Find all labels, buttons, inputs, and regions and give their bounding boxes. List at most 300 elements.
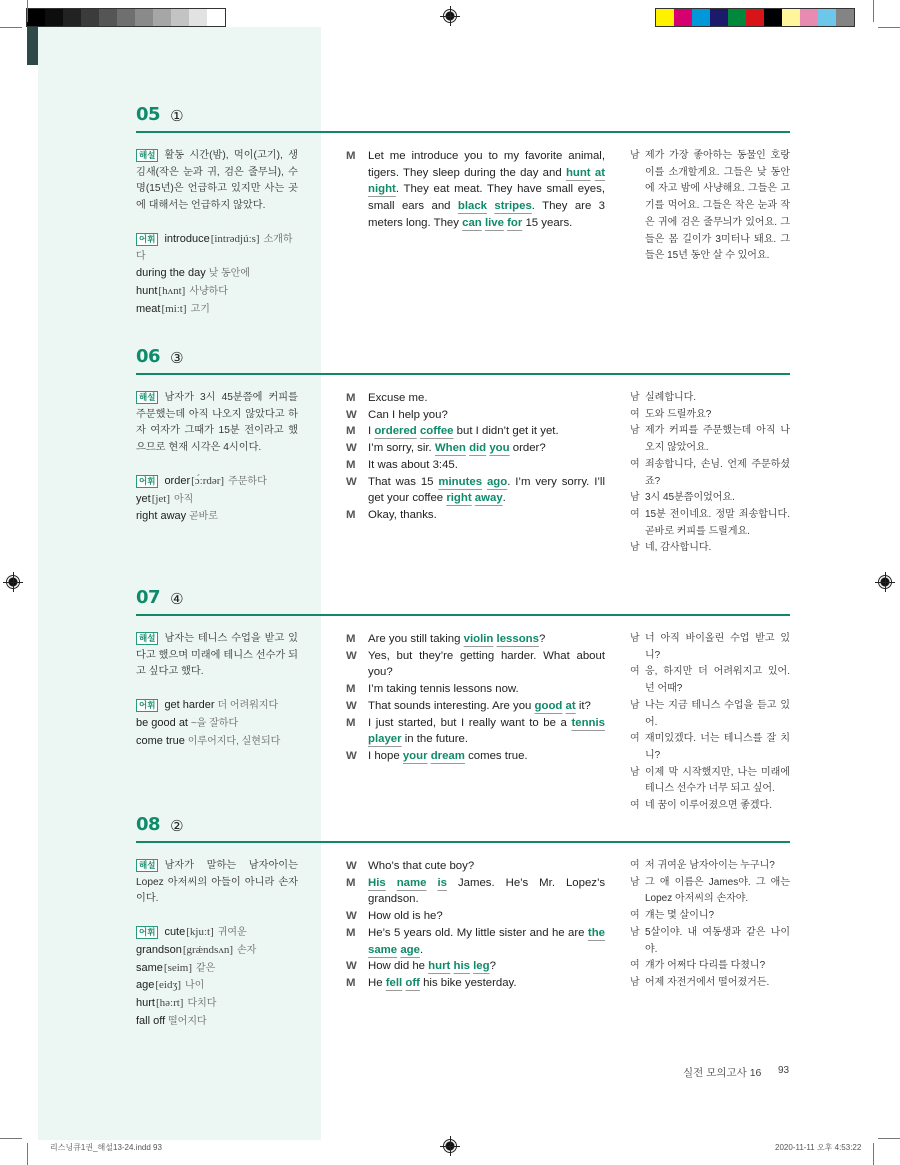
- color-swatch: [674, 9, 692, 26]
- vocab-meaning: 다치다: [187, 997, 217, 1009]
- dialogue-segment: ?: [538, 633, 546, 645]
- speaker-label: M: [346, 683, 356, 696]
- dialogue-text: [368, 908, 605, 925]
- blank-answer-word: coffee: [419, 425, 454, 438]
- speaker-label: M: [346, 508, 356, 521]
- vocab-meaning: 곧바로: [188, 511, 218, 523]
- translation-line: [630, 765, 790, 798]
- vocab-meaning: 소개하다: [136, 233, 293, 262]
- translation-text: 응, 하지만 더 어려워지고 있어. 넌 어때?: [645, 666, 790, 695]
- vocab-item: [136, 942, 298, 960]
- translation-line: [630, 407, 790, 424]
- blank-answer-word: away: [474, 492, 503, 505]
- speaker-label: M: [346, 716, 356, 729]
- dialogue-line: [346, 908, 605, 925]
- speaker-label-korean: 남: [630, 926, 640, 938]
- vocab-item: [136, 733, 298, 751]
- vocab-word: get harder: [164, 699, 215, 712]
- speaker-label-korean: 남: [630, 492, 640, 504]
- speaker-label-korean: 남: [630, 876, 640, 888]
- speaker-label: M: [346, 876, 356, 889]
- explanation-label: 해설: [136, 632, 158, 645]
- question-number: 07: [136, 587, 161, 608]
- dialogue-segment: Okay, thanks.: [368, 508, 437, 521]
- blank-answer-word: stripes: [494, 200, 532, 213]
- dialogue-segment: How did he: [368, 960, 429, 973]
- vocab-pronunciation: [ɔ́ːrdər]: [191, 474, 225, 487]
- speaker-label-korean: 남: [630, 699, 640, 711]
- dialogue-text: [368, 858, 605, 875]
- vocab-item: [136, 231, 298, 265]
- translation-line: [630, 423, 790, 456]
- speaker-label-korean: 남: [630, 633, 640, 644]
- dialogue-line: [346, 631, 605, 648]
- vocab-item: [136, 960, 298, 978]
- vocab-item: [136, 924, 298, 942]
- speaker-label-korean: 남: [630, 542, 640, 554]
- crop-mark: [0, 1138, 22, 1139]
- dialogue-line: [346, 407, 605, 424]
- crop-mark: [0, 27, 22, 28]
- blank-answer-word: right: [446, 492, 472, 505]
- dialogue-text: [368, 407, 605, 424]
- crop-mark: [873, 0, 874, 22]
- crop-mark: [873, 1143, 874, 1165]
- blank-answer-word: name: [396, 876, 427, 889]
- vocab-word: cute: [164, 926, 186, 939]
- question-number: 08: [136, 814, 161, 835]
- vocab-item: [136, 283, 298, 301]
- explanation-text: 남자가 말하는 남자아이는 Lopez 아저씨의 아들이 아니라 손자이다.: [136, 860, 298, 905]
- color-swatch: [117, 9, 135, 26]
- speaker-label-korean: 남: [630, 976, 640, 988]
- dialogue-text: [368, 698, 605, 715]
- speaker-label: W: [346, 475, 357, 488]
- translation-text: 15분 전이네요. 정말 죄송합니다. 곧바로 커피를 드릴게요.: [645, 508, 790, 537]
- vocab-word: hurt: [136, 996, 155, 1009]
- translation-text: 네, 감사합니다.: [645, 542, 712, 554]
- vocab-list: [136, 924, 298, 1030]
- dialogue-text: [368, 925, 605, 958]
- translation-text: 저 귀여운 남자아이는 누구니?: [645, 860, 775, 871]
- translation-text: 네 꿈이 이루어졌으면 좋겠다.: [645, 800, 773, 812]
- dialogue-text: [368, 457, 605, 474]
- color-swatch: [45, 9, 63, 26]
- explanation: [136, 631, 298, 681]
- explanation-column: [136, 631, 298, 750]
- speaker-label-korean: 남: [630, 766, 640, 778]
- blank-answer-word: leg: [473, 960, 490, 973]
- section-header: [136, 814, 790, 835]
- translation-line: [630, 631, 790, 664]
- cmyk-color-bar: [655, 8, 855, 27]
- vocab-pronunciation: [eidʒ]: [155, 979, 182, 992]
- vocab-word: grandson: [136, 943, 182, 956]
- translation-line: [630, 390, 790, 407]
- answer-mark: ③: [170, 350, 184, 367]
- translation-line: [630, 908, 790, 925]
- dialogue-segment: He’s 5 years old. My little sister and he are: [368, 926, 588, 939]
- question-section: [136, 346, 790, 554]
- color-swatch: [135, 9, 153, 26]
- blank-answer-word: for: [507, 216, 523, 229]
- explanation: [136, 858, 298, 908]
- dialogue-line: [346, 681, 605, 698]
- color-swatch: [710, 9, 728, 26]
- dialogue-column: [346, 148, 605, 232]
- translation-line: [630, 875, 790, 908]
- dialogue-segment: . They are 3 meters long. They: [368, 200, 605, 229]
- blank-answer-word: your: [402, 749, 428, 762]
- translation-line: [630, 148, 790, 265]
- speaker-label-korean: 여: [630, 508, 640, 520]
- answer-mark: ④: [170, 591, 184, 608]
- dialogue-text: [368, 423, 605, 440]
- vocab-word: come true: [136, 734, 185, 747]
- dialogue-segment: Let me introduce you to my favorite animal, tigers. They sleep during the day and: [368, 150, 605, 179]
- explanation-label: 해설: [136, 391, 158, 404]
- vocab-word: introduce: [164, 232, 210, 245]
- section-header: [136, 104, 790, 125]
- vocab-label: 어휘: [136, 699, 158, 712]
- vocab-meaning: 같은: [196, 962, 216, 974]
- registration-mark-icon: [443, 9, 457, 23]
- color-swatch: [207, 9, 225, 26]
- vocab-word: age: [136, 979, 155, 992]
- dialogue-line: [346, 390, 605, 407]
- explanation-label: 해설: [136, 149, 158, 162]
- dialogue-segment: . I’m very sorry. I’ll get your coffee: [368, 475, 605, 505]
- translation-text: 걔가 어쩌다 다리를 다쳤니?: [645, 960, 766, 972]
- dialogue-text: [368, 631, 605, 648]
- dialogue-segment: Are you still taking: [368, 633, 464, 645]
- vocab-item: [136, 473, 298, 491]
- dialogue-segment: It was about 3:45.: [368, 458, 458, 471]
- blank-answer-word: at: [565, 699, 576, 712]
- dialogue-text: [368, 958, 605, 975]
- translation-line: [630, 698, 790, 731]
- color-swatch: [728, 9, 746, 26]
- section-rule: [136, 373, 790, 375]
- speaker-label: M: [346, 458, 356, 471]
- vocab-item: [136, 697, 298, 715]
- translation-line: [630, 925, 790, 958]
- color-swatch: [692, 9, 710, 26]
- registration-mark-icon: [443, 1139, 457, 1153]
- color-swatch: [656, 9, 674, 26]
- color-swatch: [81, 9, 99, 26]
- translation-line: [630, 798, 790, 815]
- registration-mark-icon: [878, 575, 892, 589]
- dialogue-segment: James. He’s Mr. Lopez’s grandson.: [368, 876, 606, 906]
- translation-text: 그 애 이름은 James야. 그 애는 Lopez 아저씨의 손자야.: [645, 876, 790, 905]
- blank-answer-word: tennis: [571, 716, 605, 729]
- blank-answer-word: lessons: [496, 633, 539, 645]
- question-section: [136, 587, 790, 812]
- color-swatch: [171, 9, 189, 26]
- vocab-list: [136, 697, 298, 750]
- translation-text: 어제 자전거에서 떨어졌거든.: [645, 976, 770, 988]
- vocab-meaning: 이루어지다, 실현되다: [187, 735, 281, 747]
- blank-answer-word: his: [453, 960, 470, 973]
- blank-answer-word: did: [469, 442, 487, 455]
- vocab-list: [136, 231, 298, 319]
- dialogue-line: [346, 715, 605, 748]
- dialogue-line: [346, 507, 605, 524]
- dialogue-text: [368, 748, 605, 765]
- blank-answer-word: hunt: [565, 166, 591, 179]
- section-header: [136, 587, 790, 608]
- dialogue-text: [368, 715, 605, 748]
- vocab-item: [136, 265, 298, 283]
- speaker-label-korean: 여: [630, 860, 640, 871]
- blank-answer-word: ago: [486, 475, 508, 488]
- blank-answer-word: His: [368, 876, 386, 889]
- color-swatch: [818, 9, 836, 26]
- color-swatch: [63, 9, 81, 26]
- blank-answer-word: age: [400, 943, 420, 956]
- dialogue-line: [346, 925, 605, 958]
- speaker-label-korean: 여: [630, 733, 640, 745]
- dialogue-line: [346, 748, 605, 765]
- dialogue-segment: I just started, but I really want to be a: [368, 716, 572, 729]
- color-swatch: [764, 9, 782, 26]
- vocab-pronunciation: [hʌnt]: [158, 284, 186, 297]
- explanation-column: [136, 858, 298, 1030]
- color-swatch: [836, 9, 854, 26]
- translation-text: 죄송합니다, 손님. 언제 주문하셨죠?: [645, 458, 790, 487]
- dialogue-text: [368, 681, 605, 698]
- vocab-meaning: 귀여운: [217, 927, 247, 939]
- translation-text: 나는 지금 테니스 수업을 듣고 있어.: [645, 699, 790, 728]
- dialogue-line: [346, 698, 605, 715]
- registration-mark-icon: [6, 575, 20, 589]
- dialogue-segment: That was 15: [368, 475, 439, 488]
- crop-mark: [878, 27, 900, 28]
- crop-mark: [878, 1138, 900, 1139]
- explanation: [136, 390, 298, 457]
- vocab-item: [136, 301, 298, 319]
- vocab-list: [136, 473, 298, 526]
- dialogue-segment: ?: [489, 960, 496, 973]
- vocab-word: meat: [136, 302, 161, 315]
- vocab-word: order: [164, 474, 191, 487]
- vocab-word: during the day: [136, 267, 206, 280]
- color-swatch: [800, 9, 818, 26]
- speaker-label: W: [346, 699, 357, 712]
- vocab-item: [136, 977, 298, 995]
- dialogue-segment: .: [419, 943, 424, 956]
- speaker-label: W: [346, 910, 357, 923]
- dialogue-line: [346, 148, 605, 232]
- vocab-meaning: 손자: [236, 944, 257, 956]
- dialogue-segment: He: [368, 976, 386, 989]
- blank-answer-word: at: [594, 166, 605, 179]
- translation-line: [630, 858, 790, 875]
- section-header: [136, 346, 790, 367]
- answer-mark: ②: [170, 818, 184, 835]
- dialogue-line: [346, 474, 605, 507]
- vocab-word: yet: [136, 492, 151, 505]
- vocab-pronunciation: [həːrt]: [155, 996, 184, 1009]
- color-swatch: [27, 9, 45, 26]
- dialogue-line: [346, 858, 605, 875]
- explanation-text: 남자가 3시 45분쯤에 커피를 주문했는데 아직 나오지 않았다고 하자 여자가 그때가 15분 전이라고 했으므로 현재 시각은 4시이다.: [136, 392, 298, 454]
- translation-column: [630, 631, 790, 815]
- question-number: 06: [136, 346, 161, 367]
- blank-answer-word: violin: [463, 633, 494, 645]
- blank-answer-word: can: [462, 216, 482, 229]
- translation-column: [630, 858, 790, 992]
- color-swatch: [189, 9, 207, 26]
- color-swatch: [746, 9, 764, 26]
- translation-line: [630, 958, 790, 975]
- vocab-item: [136, 508, 298, 526]
- dialogue-column: [346, 390, 605, 524]
- speaker-label-korean: 남: [630, 425, 640, 437]
- page-number: 93: [778, 1065, 790, 1076]
- vocab-label: 어휘: [136, 475, 158, 488]
- explanation-label: 해설: [136, 859, 158, 872]
- blank-answer-word: good: [534, 699, 563, 712]
- speaker-label: M: [346, 425, 356, 438]
- blank-answer-word: dream: [430, 749, 465, 762]
- dialogue-segment: I: [368, 425, 375, 438]
- gray-color-bar: [26, 8, 226, 27]
- vocab-meaning: 떨어지다: [168, 1015, 207, 1027]
- dialogue-segment: . They eat meat. They have small eyes, small ears and: [368, 183, 605, 213]
- dialogue-segment: That sounds interesting. Are you: [368, 699, 535, 712]
- translation-text: 실례합니다.: [645, 392, 697, 403]
- vocab-pronunciation: [miːt]: [161, 302, 187, 315]
- slug-datetime: 2020-11-11 오후 4:53:22: [775, 1143, 862, 1152]
- speaker-label-korean: 여: [630, 458, 640, 470]
- dialogue-segment: Who’s that cute boy?: [368, 860, 475, 872]
- translation-line: [630, 664, 790, 697]
- question-section: [136, 814, 790, 1027]
- explanation-text: 남자는 테니스 수업을 받고 있다고 했으며 미래에 테니스 선수가 되고 싶다고 했다.: [136, 633, 298, 678]
- blank-answer-word: fell: [385, 976, 403, 989]
- dialogue-column: [346, 858, 605, 992]
- speaker-label-korean: 여: [630, 800, 640, 812]
- section-rule: [136, 841, 790, 843]
- dialogue-segment: in the future.: [401, 733, 469, 746]
- speaker-label-korean: 여: [630, 910, 640, 922]
- translation-text: 제가 커피를 주문했는데 아직 나오지 않았어요.: [645, 425, 790, 454]
- speaker-label: W: [346, 649, 357, 662]
- dialogue-segment: his bike yesterday.: [419, 976, 517, 989]
- translation-text: 제가 가장 좋아하는 동물인 호랑이를 소개할게요. 그들은 낮 동안에 자고 밤에 사냥해요. 그들은 고기를 먹어요. 그들은 작은 눈과 작은 귀에 검은 줄무늬가 있어요. 그들은 몸 길이가 3미터나 돼요. 그들은 15년 동안 살 수 있어요.: [645, 150, 790, 262]
- dialogue-line: [346, 423, 605, 440]
- crop-mark: [27, 0, 28, 22]
- vocab-meaning: ~을 잘하다: [190, 717, 239, 729]
- vocab-meaning: 주문하다: [228, 475, 267, 487]
- dialogue-segment: I hope: [368, 749, 403, 762]
- dialogue-segment: .: [502, 492, 506, 505]
- running-title: 실전 모의고사 16: [683, 1067, 762, 1079]
- translation-text: 재미있겠다. 너는 테니스를 잘 치니?: [645, 733, 790, 761]
- vocab-item: [136, 995, 298, 1013]
- dialogue-segment: Can I help you?: [368, 408, 448, 421]
- dialogue-text: [368, 648, 605, 681]
- dialogue-segment: [386, 877, 397, 889]
- translation-line: [630, 731, 790, 764]
- dialogue-segment: Excuse me.: [368, 392, 428, 404]
- dialogue-text: [368, 474, 605, 507]
- dialogue-segment: order?: [509, 442, 546, 455]
- speaker-label-korean: 남: [630, 150, 640, 161]
- translation-text: 걔는 몇 살이니?: [645, 910, 715, 922]
- slug-filename: 리스닝큐1권_해설13-24.indd 93: [50, 1143, 162, 1152]
- speaker-label-korean: 여: [630, 666, 640, 678]
- dialogue-line: [346, 975, 605, 992]
- dialogue-line: [346, 440, 605, 457]
- blank-answer-word: same: [368, 943, 398, 956]
- blank-answer-word: When: [434, 442, 466, 455]
- translation-text: 너 아직 바이올린 수업 받고 있니?: [645, 633, 790, 661]
- translation-text: 5살이야. 내 여동생과 같은 나이야.: [645, 926, 790, 955]
- vocab-word: same: [136, 961, 163, 974]
- speaker-label: W: [346, 860, 357, 872]
- dialogue-text: [368, 507, 605, 524]
- speaker-label-korean: 여: [630, 408, 640, 420]
- translation-line: [630, 457, 790, 490]
- vocab-pronunciation: [kjuːt]: [186, 926, 214, 939]
- dialogue-text: [368, 148, 605, 232]
- blank-answer-word: off: [405, 976, 420, 989]
- dialogue-segment: I’m taking tennis lessons now.: [368, 683, 519, 696]
- dialogue-line: [346, 875, 605, 908]
- vocab-pronunciation: [intrədjúːs]: [210, 232, 260, 245]
- explanation-text: 활동 시간(밤), 먹이(고기), 생김새(작은 눈과 귀, 검은 줄무늬), 수명(15년)은 언급하고 있지만 사는 곳에 대해서는 언급하지 않았다.: [136, 150, 298, 212]
- vocab-word: fall off: [136, 1014, 166, 1027]
- vocab-item: [136, 491, 298, 509]
- dialogue-line: [346, 457, 605, 474]
- vocab-meaning: 고기: [190, 303, 210, 315]
- dialogue-text: [368, 875, 605, 908]
- translation-line: [630, 507, 790, 540]
- answer-mark: ①: [170, 108, 184, 125]
- explanation-column: [136, 390, 298, 526]
- blank-answer-word: minutes: [438, 475, 483, 488]
- blank-answer-word: black: [457, 200, 488, 213]
- translation-column: [630, 390, 790, 557]
- color-swatch: [153, 9, 171, 26]
- question-section: [136, 104, 790, 315]
- speaker-label: M: [346, 150, 356, 162]
- blank-answer-word: is: [437, 876, 447, 889]
- blank-answer-word: ordered: [374, 425, 417, 438]
- speaker-label: M: [346, 633, 356, 645]
- vocab-item: [136, 715, 298, 733]
- translation-text: 도와 드릴까요?: [645, 408, 712, 420]
- section-rule: [136, 614, 790, 616]
- color-swatch: [782, 9, 800, 26]
- dialogue-line: [346, 648, 605, 681]
- vocab-pronunciation: [jet]: [151, 492, 171, 505]
- vocab-word: right away: [136, 510, 187, 523]
- dialogue-segment: Yes, but they’re getting harder. What about you?: [368, 649, 605, 679]
- section-rule: [136, 131, 790, 133]
- speaker-label-korean: 여: [630, 960, 640, 972]
- vocab-word: hunt: [136, 284, 158, 297]
- vocab-meaning: 더 어려워지다: [217, 700, 279, 712]
- dialogue-text: [368, 975, 605, 992]
- dialogue-segment: comes true.: [464, 749, 528, 762]
- blank-answer-word: live: [484, 216, 504, 229]
- translation-text: 이제 막 시작했지만, 나는 미래에 테니스 선수가 너무 되고 싶어.: [645, 766, 790, 795]
- translation-text: 3시 45분쯤이었어요.: [645, 492, 735, 504]
